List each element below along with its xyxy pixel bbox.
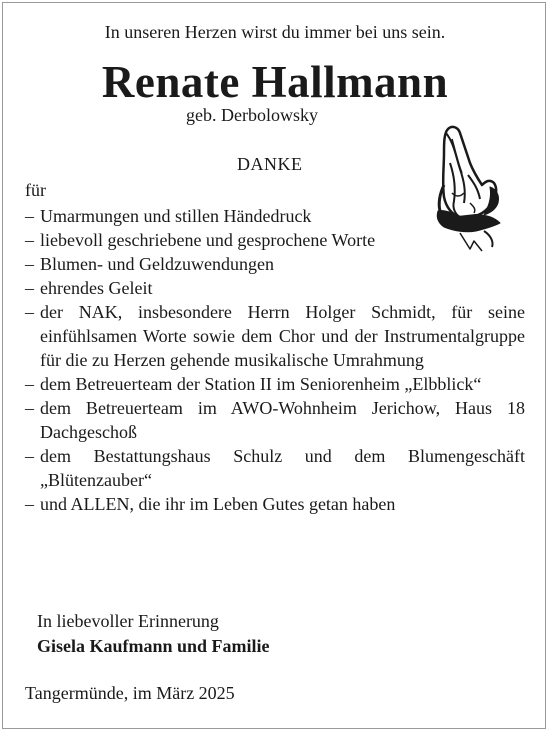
- thanks-list: [25, 204, 525, 516]
- dash-marker: –: [25, 302, 34, 322]
- list-item: [25, 372, 525, 396]
- family-signature: Gisela Kaufmann und Familie: [37, 636, 270, 656]
- item-text: Umarmungen und stillen Händedruck: [40, 206, 312, 226]
- dash-marker: –: [25, 374, 34, 394]
- item-text: und ALLEN, die ihr im Leben Gutes getan haben: [40, 494, 396, 514]
- dash-marker: –: [25, 398, 34, 418]
- list-item: [25, 252, 525, 276]
- dash-marker: –: [25, 278, 34, 298]
- dash-marker: –: [25, 230, 34, 250]
- item-text: dem Betreuerteam im AWO-Wohnheim Jerichow, Haus 18 Dachgeschoß: [40, 398, 525, 442]
- thanks-heading: DANKE: [237, 154, 303, 174]
- deceased-name: Renate Hallmann: [101, 57, 449, 107]
- place-date: Tangermünde, im März 2025: [25, 683, 235, 703]
- dash-marker: –: [25, 206, 34, 226]
- dash-marker: –: [25, 446, 34, 466]
- item-text: Blumen- und Geldzuwendungen: [40, 254, 274, 274]
- motto-line: In unseren Herzen wirst du immer bei uns sein.: [104, 22, 446, 42]
- list-item: [25, 228, 525, 252]
- for-label: für: [25, 180, 46, 200]
- list-item: [25, 276, 525, 300]
- item-text: dem Betreuerteam der Station II im Seniorenheim „Elbblick“: [40, 374, 482, 394]
- list-item: [25, 492, 525, 516]
- list-item: [25, 300, 525, 372]
- list-item: [25, 396, 525, 444]
- item-text: liebevoll geschriebene und gesprochene Worte: [40, 230, 376, 250]
- dash-marker: –: [25, 494, 34, 514]
- item-text: der NAK, insbesondere Herrn Holger Schmidt, für seine einfühlsamen Worte sowie dem Chor und der Instrumentalgruppe für die zu Herzen gehende musikalische Umrahmung: [40, 302, 525, 370]
- item-text: dem Bestattungshaus Schulz und dem Blumengeschäft „Blütenzauber“: [40, 446, 525, 490]
- list-item: [25, 204, 525, 228]
- list-item: [25, 444, 525, 492]
- closing-line: In liebevoller Erinnerung: [37, 611, 219, 631]
- item-text: ehrendes Geleit: [40, 278, 153, 298]
- dash-marker: –: [25, 254, 34, 274]
- birth-name: geb. Derbolowsky: [186, 105, 318, 125]
